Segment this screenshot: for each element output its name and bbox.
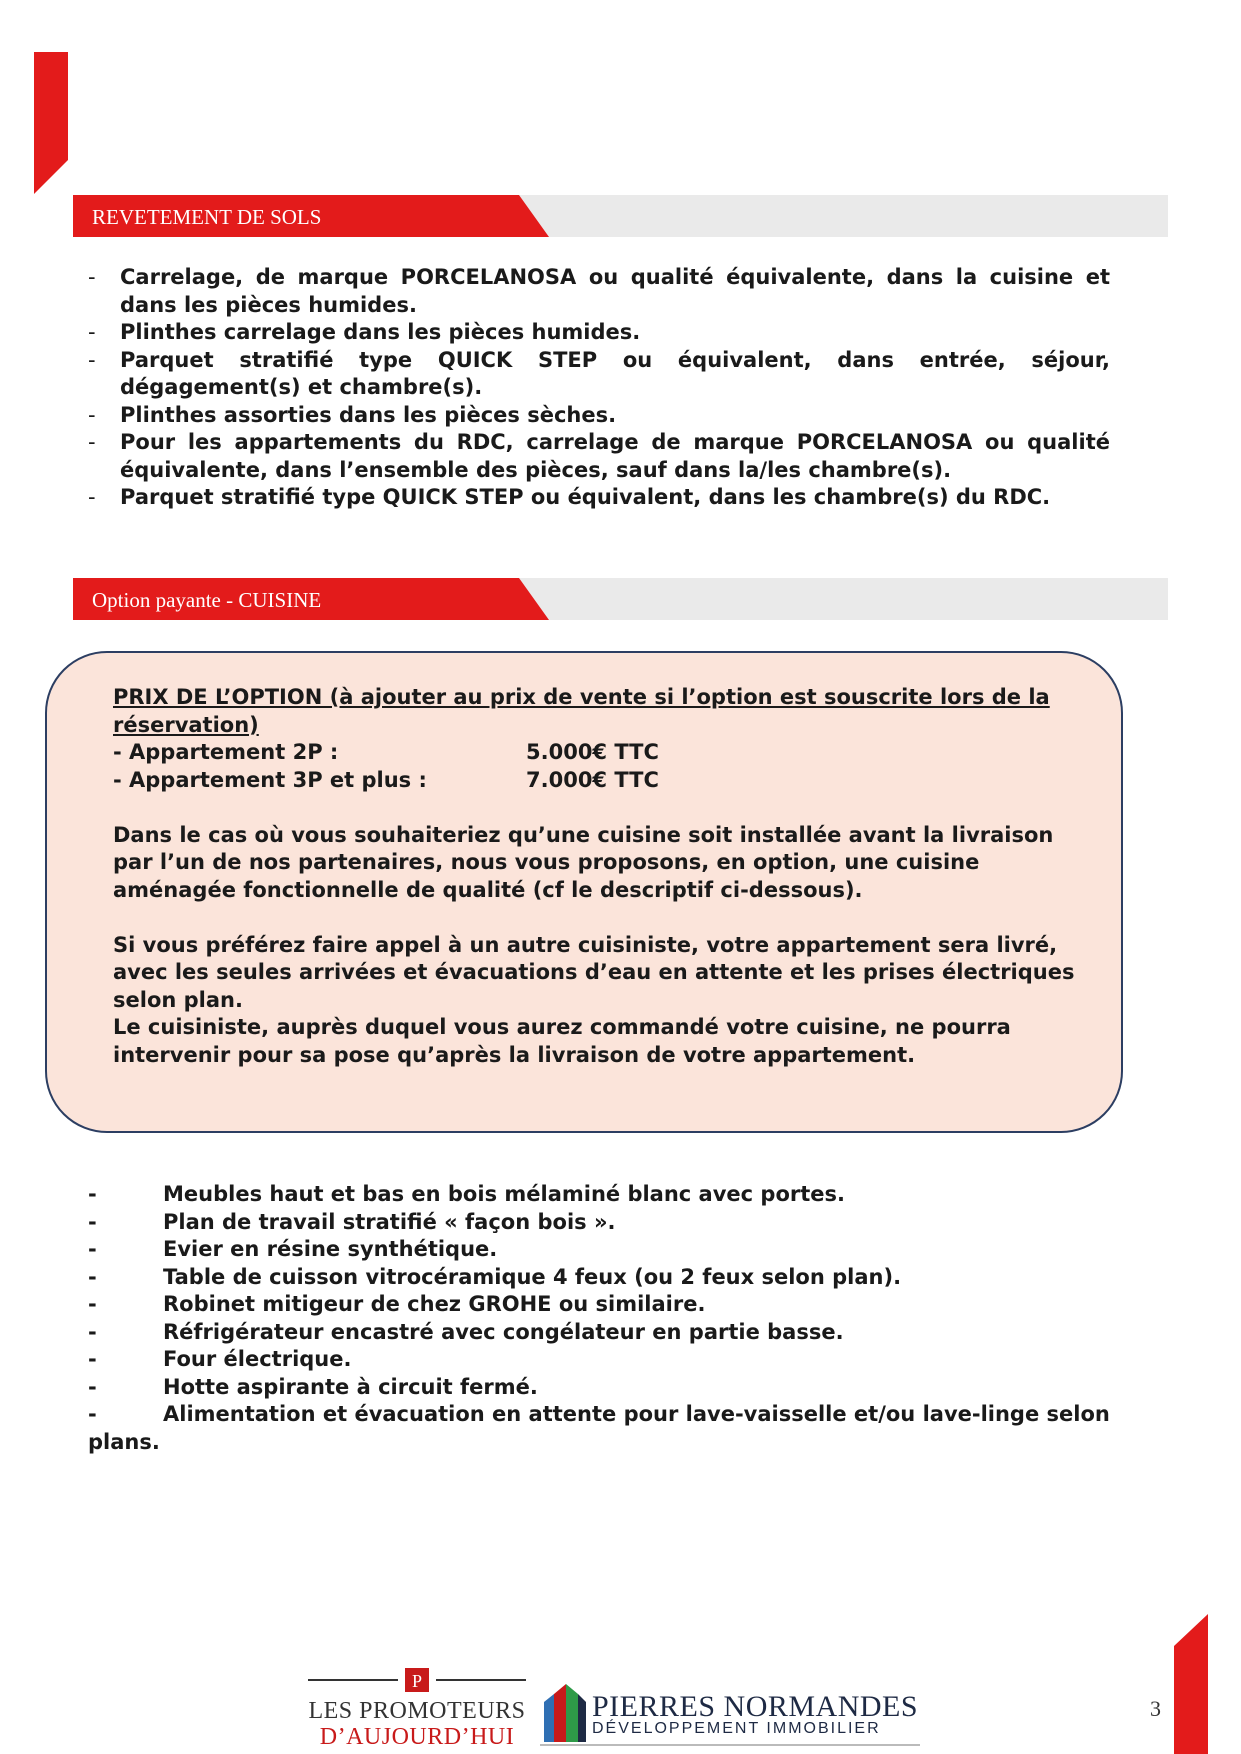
bullet-dash: -	[88, 1264, 97, 1289]
list-item: - Pour les appartements du RDC, carrelage de marque PORCELANOSA ou qualité équivalente, dans l’ensemble des pièces, sauf dans la/les chambre(s).	[88, 430, 1110, 482]
bullet-dash: -	[88, 320, 96, 344]
price-value: 7.000€ TTC	[526, 767, 659, 792]
price-label: - Appartement 3P et plus :	[113, 767, 427, 792]
list-item: - Parquet stratifié type QUICK STEP ou équivalent, dans entrée, séjour, dégagement(s) et chambre(s).	[88, 347, 1110, 399]
bullet-dash: -	[88, 1347, 97, 1371]
list-item: - Table de cuisson vitrocéramique 4 feux (ou 2 feux selon plan).	[88, 1264, 1110, 1292]
section-title-cuisine: Option payante - CUISINE	[92, 588, 322, 612]
bullet-dash: -	[88, 1319, 97, 1344]
corner-accent-top-left	[34, 52, 68, 194]
option-paragraph-1: Dans le cas où vous souhaiteriez qu’une cuisine soit installée avant la livraison par l’un de nos partenaires, nous vous proposons, en option, une cuisine aménagée fonctionnelle de qualité (cf le descriptif ci-dessous).	[113, 822, 1054, 902]
list-item: - Four électrique.	[88, 1346, 1110, 1374]
bullet-dash: -	[88, 1402, 97, 1426]
list-item: - Réfrigérateur encastré avec congélateur en partie basse.	[88, 1319, 1110, 1347]
pierres-normandes-subtitle: DÉVELOPPEMENT IMMOBILIER	[592, 1720, 881, 1737]
option-price-title: PRIX DE L’OPTION (à ajouter au prix de vente si l’option est souscrite lors de la réservation)	[113, 685, 1050, 737]
bullet-dash: -	[88, 1292, 97, 1316]
pierres-normandes-name: PIERRES NORMANDES	[592, 1690, 919, 1723]
option-box-content	[113, 684, 1093, 1069]
bullet-dash: -	[88, 1237, 97, 1261]
list-item: - Evier en résine synthétique.	[88, 1236, 1110, 1264]
price-label: - Appartement 2P :	[113, 740, 339, 764]
bullet-dash: -	[88, 430, 96, 454]
list-item: - Plinthes assorties dans les pièces sèches.	[88, 402, 1110, 430]
sols-list	[88, 264, 1110, 512]
list-item: - Meubles haut et bas en bois mélaminé blanc avec portes.	[88, 1181, 1110, 1209]
page-number: 3	[1150, 1696, 1161, 1721]
promoteurs-name-line1: LES PROMOTEURS	[308, 1698, 526, 1724]
corner-accent-bottom-right	[1174, 1614, 1208, 1754]
list-item: - Carrelage, de marque PORCELANOSA ou qualité équivalente, dans la cuisine et dans les pièces humides.	[88, 265, 1110, 317]
list-item: - Plan de travail stratifié « façon bois ».	[88, 1209, 1110, 1237]
bullet-dash: -	[88, 402, 96, 427]
bullet-dash: -	[88, 1374, 97, 1399]
section-title-sols: REVETEMENT DE SOLS	[92, 205, 322, 229]
bullet-dash: -	[88, 265, 96, 289]
bullet-dash: -	[88, 1182, 97, 1206]
price-value: 5.000€ TTC	[526, 740, 659, 764]
list-item: - Hotte aspirante à circuit fermé.	[88, 1374, 1110, 1402]
pierres-normandes-logo-icon	[540, 1680, 590, 1744]
footer-divider	[540, 1744, 920, 1746]
price-row-2p	[113, 739, 1093, 767]
price-row-3p	[113, 767, 1093, 795]
bullet-dash: -	[88, 1209, 97, 1234]
bullet-dash: -	[88, 347, 96, 372]
bullet-dash: -	[88, 485, 96, 509]
list-item: - Alimentation et évacuation en attente pour lave-vaisselle et/ou lave-linge selon plans.	[88, 1402, 1110, 1454]
list-item: - Plinthes carrelage dans les pièces humides.	[88, 319, 1110, 347]
cuisine-list	[88, 1181, 1110, 1456]
list-item: - Parquet stratifié type QUICK STEP ou équivalent, dans les chambre(s) du RDC.	[88, 484, 1110, 512]
promoteurs-name-line2: D’AUJOURD’HUI	[319, 1724, 515, 1750]
list-item: - Robinet mitigeur de chez GROHE ou similaire.	[88, 1291, 1110, 1319]
option-paragraph-2: Si vous préférez faire appel à un autre cuisiniste, votre appartement sera livré, avec les seules arrivées et évacuations d’eau en attente et les prises électriques selon plan.	[113, 932, 1075, 1012]
option-paragraph-3: Le cuisiniste, auprès duquel vous aurez commandé votre cuisine, ne pourra intervenir pour sa pose qu’après la livraison de votre appartement.	[113, 1015, 1011, 1067]
svg-text:P: P	[411, 1671, 423, 1691]
